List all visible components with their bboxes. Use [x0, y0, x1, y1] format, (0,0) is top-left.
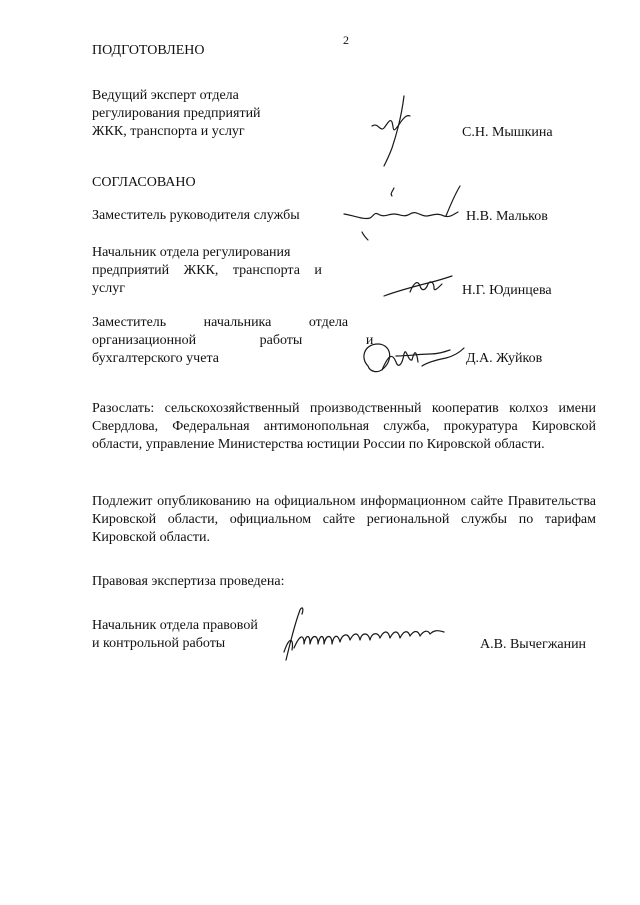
signer-position	[92, 314, 373, 368]
legal-review-name: А.В. Вычегжанин	[480, 637, 587, 652]
publication-note: Подлежит опубликованию на официальном информационном сайте Правительства Кировской области, официальном сайте региональной службы по тарифам Кировской области.	[92, 494, 596, 545]
position-line: ЖКК, транспорта и услуг	[92, 124, 245, 139]
position-line: организационной работы и	[92, 333, 374, 348]
position-line: регулирования предприятий	[92, 106, 261, 121]
position-line: Заместитель начальника отдела	[92, 315, 349, 330]
signer-position	[92, 244, 322, 298]
position-line: бухгалтерского учета	[92, 351, 219, 366]
approved-heading: СОГЛАСОВАНО	[92, 175, 196, 190]
signer-name: Н.Г. Юдинцева	[462, 283, 552, 298]
position-line: и контрольной работы	[92, 636, 226, 651]
position-line: Начальник отдела правовой	[92, 618, 258, 633]
position-line: услуг	[92, 281, 125, 296]
signature-zhuykov	[356, 336, 466, 380]
signer-position: Заместитель руководителя службы	[92, 208, 300, 223]
signature-malkov	[340, 184, 470, 248]
prepared-position	[92, 87, 261, 141]
signature-vychegzhanin	[272, 604, 462, 664]
prepared-name: С.Н. Мышкина	[462, 125, 553, 140]
signature-mishkina	[368, 92, 428, 172]
signature-yudintseva	[380, 266, 460, 306]
position-line: предприятий ЖКК, транспорта и	[92, 263, 322, 278]
position-line: Начальник отдела регулирования	[92, 245, 291, 260]
legal-review-position	[92, 617, 258, 653]
page-number: 2	[343, 33, 349, 47]
signer-name: Д.А. Жуйков	[466, 351, 543, 366]
legal-review-statement: Правовая экспертиза проведена:	[92, 574, 285, 589]
distribution-list: Разослать: сельскохозяйственный производственный кооператив колхоз имени Свердлова, Федеральная антимонопольная служба, прокуратура Кировской области, управление Министерства юстиции России по Кировской области.	[92, 401, 596, 452]
position-line: Ведущий эксперт отдела	[92, 88, 239, 103]
prepared-heading: ПОДГОТОВЛЕНО	[92, 43, 205, 58]
signer-name: Н.В. Мальков	[466, 209, 548, 224]
